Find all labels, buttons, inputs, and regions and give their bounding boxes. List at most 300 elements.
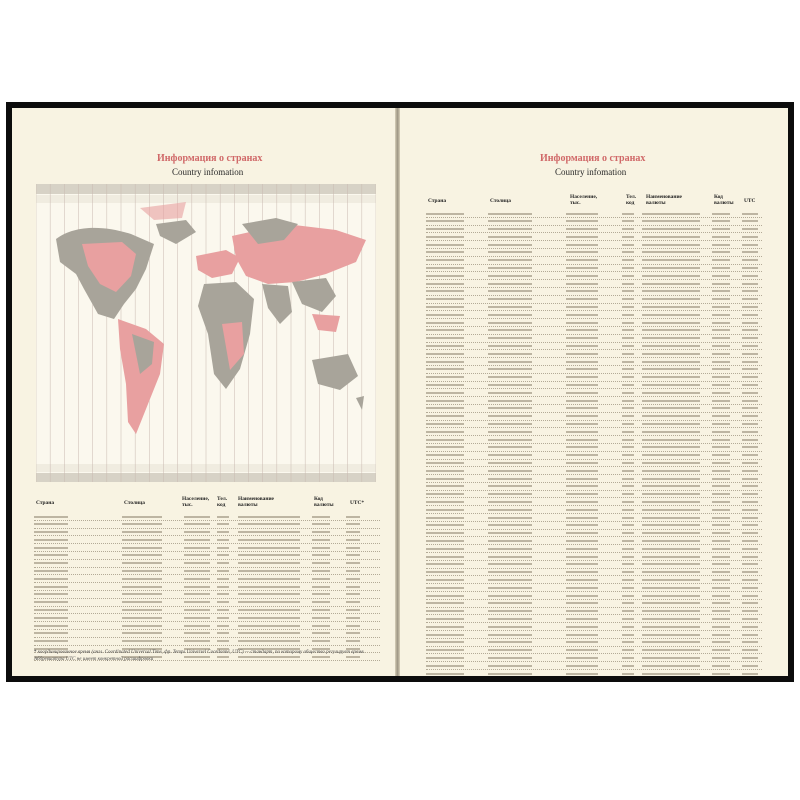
table-cell — [642, 485, 700, 487]
table-cell — [566, 376, 598, 378]
table-row — [426, 311, 762, 319]
table-cell — [566, 423, 598, 425]
table-cell — [566, 579, 598, 581]
table-cell — [488, 657, 532, 659]
col-header-population: Население, тыс. — [570, 194, 598, 206]
table-cell — [642, 665, 700, 667]
col-header-phone-code: Тел. код — [626, 194, 637, 206]
table-cell — [712, 244, 730, 246]
table-cell — [742, 649, 758, 651]
table-cell — [488, 548, 532, 550]
table-cell — [642, 509, 700, 511]
table-cell — [712, 322, 730, 324]
table-cell — [642, 267, 700, 269]
table-cell — [34, 516, 68, 518]
table-cell — [34, 617, 68, 619]
table-cell — [712, 314, 730, 316]
table-cell — [712, 517, 730, 519]
table-cell — [488, 595, 532, 597]
table-cell — [238, 539, 300, 541]
table-cell — [566, 595, 598, 597]
table-cell — [34, 523, 68, 525]
table-cell — [488, 283, 532, 285]
table-cell — [566, 345, 598, 347]
table-cell — [312, 578, 330, 580]
table-cell — [566, 407, 598, 409]
table-cell — [712, 587, 730, 589]
table-cell — [238, 617, 300, 619]
table-cell — [426, 501, 464, 503]
table-cell — [742, 618, 758, 620]
table-cell — [426, 329, 464, 331]
table-cell — [184, 617, 210, 619]
footnote-text: координированное время (англ. Coordinated Universal Time, фр. Temps Universel Coordonné, UTC) — стандарт, по которому общество регулирует время. Аббревиатура UTC не имеет конкретной расшифровки — [34, 650, 365, 662]
table-cell — [34, 539, 68, 541]
table-cell — [622, 368, 634, 370]
table-cell — [488, 524, 532, 526]
table-cell — [742, 298, 758, 300]
table-cell — [712, 259, 730, 261]
table-cell — [642, 376, 700, 378]
table-cell — [34, 609, 68, 611]
table-cell — [488, 517, 532, 519]
table-cell — [566, 673, 598, 675]
table-cell — [238, 593, 300, 595]
table-cell — [622, 602, 634, 604]
table-cell — [184, 562, 210, 564]
table-cell — [426, 368, 464, 370]
table-cell — [712, 236, 730, 238]
table-row — [426, 319, 762, 327]
table-cell — [217, 586, 229, 588]
table-cell — [488, 540, 532, 542]
table-row — [426, 631, 762, 639]
table-cell — [122, 570, 162, 572]
table-row — [426, 288, 762, 296]
table-cell — [426, 517, 464, 519]
table-cell — [712, 290, 730, 292]
table-cell — [742, 392, 758, 394]
table-cell — [642, 400, 700, 402]
table-cell — [34, 570, 68, 572]
table-cell — [488, 673, 532, 675]
table-cell — [426, 213, 464, 215]
table-cell — [642, 259, 700, 261]
table-cell — [566, 213, 598, 215]
table-cell — [566, 244, 598, 246]
table-cell — [622, 423, 634, 425]
table-cell — [742, 376, 758, 378]
table-cell — [712, 392, 730, 394]
table-cell — [488, 353, 532, 355]
table-cell — [566, 306, 598, 308]
table-cell — [346, 601, 360, 603]
col-header-currency: Наименование валюты — [646, 194, 682, 206]
table-cell — [742, 407, 758, 409]
table-cell — [642, 657, 700, 659]
table-cell — [122, 531, 162, 533]
table-cell — [122, 609, 162, 611]
table-cell — [566, 322, 598, 324]
table-cell — [217, 531, 229, 533]
table-cell — [712, 657, 730, 659]
table-cell — [488, 244, 532, 246]
table-cell — [122, 562, 162, 564]
table-cell — [622, 376, 634, 378]
table-cell — [742, 236, 758, 238]
table-cell — [34, 640, 68, 642]
table-cell — [742, 532, 758, 534]
table-cell — [346, 586, 360, 588]
table-cell — [426, 384, 464, 386]
table-cell — [488, 493, 532, 495]
table-cell — [642, 493, 700, 495]
table-cell — [712, 368, 730, 370]
table-cell — [217, 539, 229, 541]
table-cell — [184, 632, 210, 634]
table-cell — [426, 251, 464, 253]
table-cell — [238, 554, 300, 556]
table-cell — [742, 602, 758, 604]
table-cell — [566, 634, 598, 636]
table-cell — [622, 657, 634, 659]
table-cell — [622, 524, 634, 526]
page-title: Информация о странах — [540, 153, 646, 164]
table-cell — [312, 570, 330, 572]
table-cell — [566, 524, 598, 526]
table-row — [426, 350, 762, 358]
table-cell — [238, 578, 300, 580]
table-cell — [566, 649, 598, 651]
table-cell — [488, 446, 532, 448]
table-cell — [488, 275, 532, 277]
table-cell — [566, 548, 598, 550]
table-cell — [712, 228, 730, 230]
table-row — [426, 436, 762, 444]
table-cell — [238, 609, 300, 611]
table-cell — [622, 275, 634, 277]
table-cell — [622, 485, 634, 487]
table-cell — [712, 634, 730, 636]
table-cell — [642, 431, 700, 433]
table-row — [426, 452, 762, 460]
table-cell — [238, 523, 300, 525]
table-row — [426, 553, 762, 561]
table-cell — [122, 625, 162, 627]
table-cell — [622, 407, 634, 409]
col-header-country: Страна — [36, 500, 55, 506]
table-cell — [642, 251, 700, 253]
table-cell — [426, 548, 464, 550]
table-cell — [622, 213, 634, 215]
table-cell — [488, 368, 532, 370]
table-row — [426, 514, 762, 522]
table-cell — [426, 314, 464, 316]
country-table-left — [34, 513, 380, 661]
table-cell — [426, 236, 464, 238]
table-cell — [642, 501, 700, 503]
table-cell — [184, 593, 210, 595]
table-cell — [566, 283, 598, 285]
table-row — [34, 614, 380, 622]
table-cell — [426, 244, 464, 246]
table-cell — [488, 501, 532, 503]
table-cell — [712, 563, 730, 565]
table-cell — [217, 516, 229, 518]
table-cell — [622, 673, 634, 675]
table-cell — [742, 657, 758, 659]
table-cell — [712, 462, 730, 464]
table-row — [426, 654, 762, 662]
table-cell — [488, 626, 532, 628]
table-cell — [712, 470, 730, 472]
table-cell — [184, 601, 210, 603]
table-cell — [184, 547, 210, 549]
table-cell — [488, 236, 532, 238]
table-cell — [566, 415, 598, 417]
table-cell — [346, 570, 360, 572]
table-cell — [642, 579, 700, 581]
table-cell — [426, 610, 464, 612]
table-cell — [742, 439, 758, 441]
table-cell — [426, 322, 464, 324]
col-header-currency-code: Код валюты — [314, 496, 334, 508]
table-cell — [622, 509, 634, 511]
table-cell — [566, 540, 598, 542]
table-cell — [184, 554, 210, 556]
table-cell — [622, 283, 634, 285]
table-cell — [712, 673, 730, 675]
table-cell — [742, 540, 758, 542]
table-cell — [622, 626, 634, 628]
table-cell — [488, 556, 532, 558]
table-row — [426, 460, 762, 468]
table-cell — [742, 493, 758, 495]
table-cell — [488, 485, 532, 487]
table-cell — [426, 602, 464, 604]
col-header-utc: UTC* — [350, 500, 365, 506]
table-cell — [122, 632, 162, 634]
table-cell — [642, 634, 700, 636]
table-cell — [742, 337, 758, 339]
table-cell — [488, 610, 532, 612]
table-cell — [742, 431, 758, 433]
table-cell — [184, 640, 210, 642]
table-row — [426, 662, 762, 670]
table-cell — [346, 539, 360, 541]
table-cell — [622, 462, 634, 464]
table-cell — [426, 353, 464, 355]
table-row — [426, 405, 762, 413]
table-cell — [184, 578, 210, 580]
table-cell — [566, 571, 598, 573]
table-row — [426, 343, 762, 351]
table-cell — [426, 493, 464, 495]
table-cell — [566, 267, 598, 269]
table-cell — [642, 548, 700, 550]
table-cell — [426, 532, 464, 534]
table-cell — [622, 415, 634, 417]
table-cell — [566, 361, 598, 363]
table-cell — [712, 649, 730, 651]
table-row — [426, 592, 762, 600]
table-cell — [312, 523, 330, 525]
table-cell — [346, 547, 360, 549]
table-cell — [566, 329, 598, 331]
table-cell — [712, 415, 730, 417]
table-row — [426, 569, 762, 577]
table-cell — [712, 446, 730, 448]
table-cell — [426, 361, 464, 363]
table-cell — [712, 595, 730, 597]
table-row — [34, 536, 380, 544]
table-cell — [488, 314, 532, 316]
table-cell — [346, 593, 360, 595]
table-cell — [622, 392, 634, 394]
table-cell — [34, 632, 68, 634]
table-cell — [642, 439, 700, 441]
table-cell — [346, 516, 360, 518]
table-row — [34, 521, 380, 529]
table-cell — [742, 610, 758, 612]
table-cell — [622, 618, 634, 620]
table-cell — [566, 337, 598, 339]
table-cell — [312, 593, 330, 595]
table-cell — [622, 298, 634, 300]
table-cell — [712, 423, 730, 425]
table-cell — [566, 251, 598, 253]
table-cell — [426, 439, 464, 441]
table-cell — [566, 454, 598, 456]
table-cell — [742, 345, 758, 347]
table-cell — [217, 617, 229, 619]
table-cell — [712, 478, 730, 480]
table-cell — [622, 439, 634, 441]
table-cell — [346, 625, 360, 627]
table-cell — [712, 454, 730, 456]
table-cell — [642, 470, 700, 472]
table-cell — [238, 632, 300, 634]
table-cell — [566, 290, 598, 292]
table-row — [34, 544, 380, 552]
table-row — [426, 530, 762, 538]
table-cell — [742, 446, 758, 448]
table-cell — [742, 220, 758, 222]
table-cell — [312, 554, 330, 556]
table-cell — [488, 251, 532, 253]
table-cell — [184, 570, 210, 572]
table-cell — [217, 523, 229, 525]
table-row — [426, 561, 762, 569]
table-cell — [566, 501, 598, 503]
table-cell — [34, 531, 68, 533]
table-cell — [426, 470, 464, 472]
table-cell — [488, 439, 532, 441]
table-cell — [426, 228, 464, 230]
table-cell — [622, 314, 634, 316]
table-cell — [312, 562, 330, 564]
table-row — [426, 623, 762, 631]
table-cell — [642, 595, 700, 597]
table-cell — [566, 259, 598, 261]
table-cell — [312, 625, 330, 627]
table-cell — [488, 228, 532, 230]
table-cell — [312, 531, 330, 533]
table-cell — [712, 626, 730, 628]
table-cell — [238, 586, 300, 588]
table-cell — [122, 586, 162, 588]
table-row — [426, 444, 762, 452]
table-cell — [346, 531, 360, 533]
table-cell — [622, 454, 634, 456]
table-row — [426, 483, 762, 491]
table-cell — [642, 587, 700, 589]
table-cell — [122, 554, 162, 556]
table-row — [426, 670, 762, 676]
table-row — [426, 576, 762, 584]
table-cell — [712, 524, 730, 526]
table-cell — [566, 626, 598, 628]
table-row — [34, 607, 380, 615]
table-cell — [566, 470, 598, 472]
table-row — [34, 560, 380, 568]
table-cell — [566, 563, 598, 565]
table-cell — [622, 267, 634, 269]
table-cell — [712, 665, 730, 667]
table-cell — [566, 392, 598, 394]
table-cell — [642, 524, 700, 526]
table-cell — [217, 547, 229, 549]
table-row — [34, 575, 380, 583]
footnote — [34, 650, 380, 663]
table-cell — [346, 554, 360, 556]
table-cell — [642, 407, 700, 409]
table-cell — [642, 571, 700, 573]
table-cell — [122, 578, 162, 580]
table-cell — [622, 571, 634, 573]
table-row — [34, 529, 380, 537]
table-cell — [622, 251, 634, 253]
table-cell — [712, 602, 730, 604]
table-cell — [742, 454, 758, 456]
table-cell — [642, 556, 700, 558]
footnote-mark: * — [34, 650, 37, 655]
table-cell — [426, 478, 464, 480]
table-row — [34, 568, 380, 576]
table-row — [426, 584, 762, 592]
table-cell — [488, 298, 532, 300]
table-cell — [642, 361, 700, 363]
table-cell — [622, 259, 634, 261]
table-cell — [642, 283, 700, 285]
table-cell — [712, 384, 730, 386]
table-cell — [742, 556, 758, 558]
table-row — [426, 249, 762, 257]
table-cell — [742, 595, 758, 597]
table-cell — [34, 625, 68, 627]
table-cell — [642, 384, 700, 386]
table-cell — [622, 595, 634, 597]
table-cell — [642, 290, 700, 292]
table-cell — [426, 306, 464, 308]
table-cell — [312, 609, 330, 611]
table-cell — [426, 220, 464, 222]
table-cell — [238, 547, 300, 549]
table-cell — [642, 602, 700, 604]
table-cell — [566, 610, 598, 612]
col-header-currency: Наименование валюты — [238, 496, 274, 508]
table-cell — [622, 493, 634, 495]
